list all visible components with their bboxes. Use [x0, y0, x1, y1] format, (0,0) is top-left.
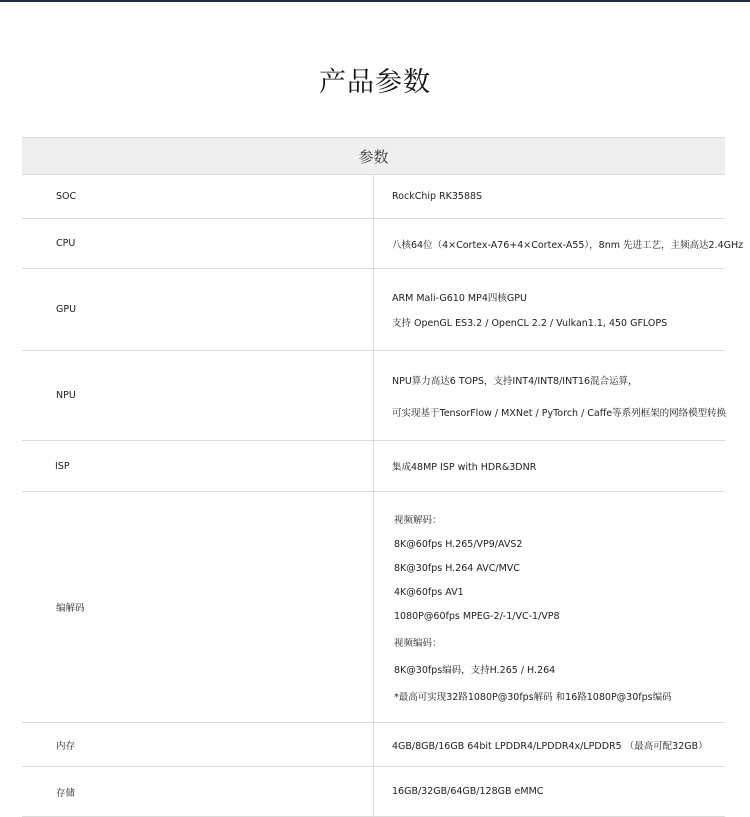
table-row-codec [22, 492, 725, 723]
table-row-cpu [22, 219, 725, 269]
row-value [374, 441, 726, 492]
table-row-soc [22, 175, 725, 219]
table-row-storage [22, 767, 725, 817]
value-line: 8K@30fps编码，支持H.265 / H.264 [394, 664, 556, 676]
table-header: 参数 [22, 138, 725, 175]
value-line: 集成48MP ISP with HDR&3DNR [392, 462, 537, 473]
row-label: 编解码 [22, 492, 374, 723]
value-line: 1080P@60fps MPEG-2/-1/VC-1/VP8 [394, 610, 560, 622]
table-row-memory [22, 723, 725, 767]
page-title: 产品参数 [319, 67, 431, 98]
value-line: 8K@60fps H.265/VP9/AVS2 [394, 538, 523, 550]
table-row-gpu [22, 269, 725, 351]
value-line: 可实现基于TensorFlow / MXNet / PyTorch / Caffe等系列框架的网络模型转换 [392, 407, 727, 419]
value-line: ARM Mali-G610 MP4四核GPU [392, 293, 527, 304]
value-line: NPU算力高达6 TOPS，支持INT4/INT8/INT16混合运算， [392, 375, 638, 387]
row-label: NPU [22, 351, 374, 441]
value-line: 视频解码： [394, 514, 442, 526]
row-label: ISP [22, 441, 374, 492]
row-value [374, 723, 726, 767]
table-header-row [22, 138, 725, 175]
spec-table [22, 137, 744, 817]
value-line: RockChip RK3588S [392, 191, 483, 202]
value-line: 4GB/8GB/16GB 64bit LPDDR4/LPDDR4x/LPDDR5 （最高可配32GB） [392, 740, 708, 752]
row-value [374, 269, 726, 351]
value-line: 支持 OpenGL ES3.2 / OpenCL 2.2 / Vulkan1.1, 450 GFLOPS [392, 318, 668, 329]
row-label: 存储 [22, 767, 374, 817]
codec-lines [392, 512, 725, 703]
table-row-isp [22, 441, 725, 492]
row-value [374, 492, 726, 723]
value-line: 16GB/32GB/64GB/128GB eMMC [392, 786, 544, 797]
row-label: 内存 [22, 723, 374, 767]
row-label: GPU [22, 269, 374, 351]
value-line: 4K@60fps AV1 [394, 586, 464, 598]
row-value [374, 767, 726, 817]
table-row-npu [22, 351, 725, 441]
row-value [374, 351, 726, 441]
value-line: *最高可实现32路1080P@30fps解码 和16路1080P@30fps编码 [394, 691, 672, 703]
top-divider [0, 0, 750, 2]
value-line: 视频编码： [394, 637, 442, 649]
value-line: 8K@30fps H.264 AVC/MVC [394, 562, 520, 574]
row-label: SOC [22, 175, 374, 219]
row-label: CPU [22, 219, 374, 269]
value-line: 八核64位（4×Cortex-A76+4×Cortex-A55），8nm 先进工艺，主频高达2.4GHz [392, 239, 744, 251]
row-value [374, 219, 744, 269]
row-value [374, 175, 726, 219]
